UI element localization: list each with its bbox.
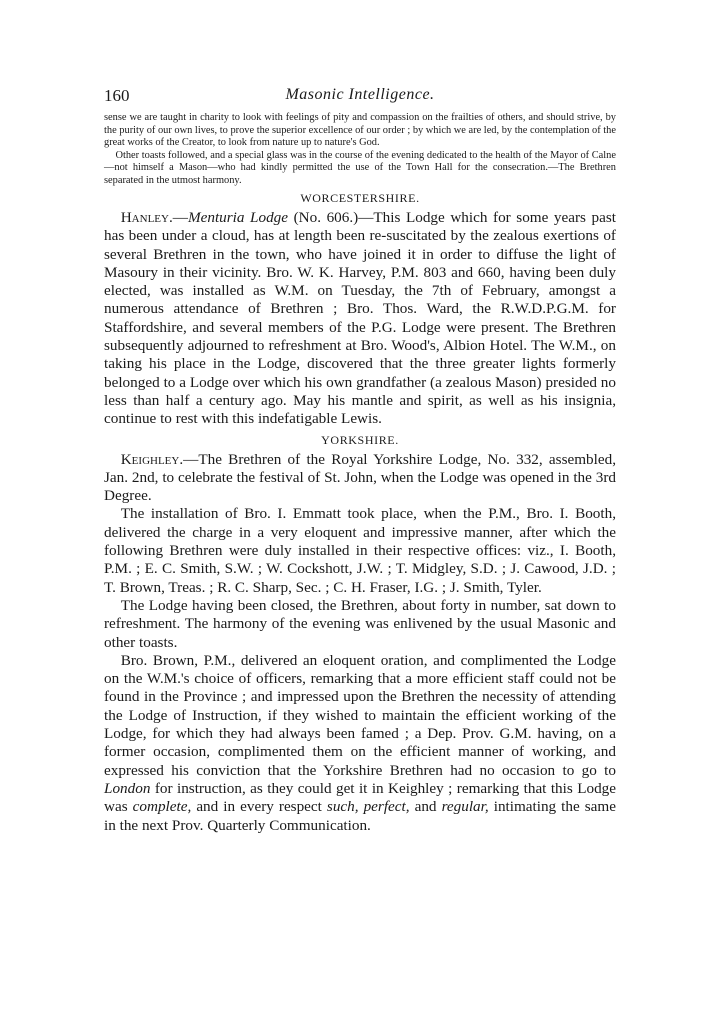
italic-regular: regular, [441, 798, 489, 816]
text-run: intimating the same in the next Prov. Quarterly Communication. [104, 798, 616, 834]
italic-london: London [104, 779, 151, 797]
running-title: Masonic Intelligence. [285, 86, 435, 103]
yorkshire-paragraph-4 [104, 652, 616, 835]
page [104, 86, 616, 835]
place-name-hanley: Hanley. [120, 209, 173, 226]
text-run: for instruction, as they could get it in Keighley ; remarking that this Lodge was [104, 779, 616, 816]
worcestershire-body: (No. 606.)—This Lodge which for some years past has been under a cloud, has at length been re-suscitated by the zealous exertions of several Brethren in the town, who have joined it in order to diffuse the light of Masoury in their vicinity. Bro. W. K. Harvey, P.M. 803 and 660, having been duly elected, was installed as W.M. on Tuesday, the 7th of February, amongst a numerous attendance of Brethren ; Bro. Thos. Ward, the R.W.D.P.G.M. for Staffordshire, and several members of the P.G. Lodge were present. The Brethren subsequently adjourned to refreshment at Bro. Wood's, Albion Hotel. The W.M., on taking his place in the Lodge, discovered that the three greater lights formerly belonged to a Lodge over which his own grandfather (a zealous Mason) presided no less than half a century ago. May his mantle and spirit, as well as his insignia, continue to rest with this indefatigable Lewis. [104, 209, 616, 428]
intro-paragraph-2: Other toasts followed, and a special glass was in the course of the evening dedicated to the health of the Mayor of Calne—not himself a Mason—who had kindly permitted the use of the Town Hall for the consecration.—The Brethren separated in the utmost harmony. [104, 149, 616, 186]
text-run: Bro. Brown, P.M., delivered an eloquent oration, and complimented the Lodge on the W.M.'s choice of officers, remarking that a more efficient staff could not be found in the Province ; and impressed upon the Brethren the necessity of attending the Lodge of Instruction, if they wished to maintain the efficient working of the Lodge, for which they had always been famed ; a Dep. Prov. G.M. having, on a former occasion, complimented them on the efficient manner of working, and expressed his conviction that the Yorkshire Brethren had no occasion to go to [104, 651, 616, 779]
text-run: and [409, 798, 442, 816]
yorkshire-p1-body: —The Brethren of the Royal Yorkshire Lodge, No. 332, assembled, Jan. 2nd, to celebrate the festival of St. John, when the Lodge was opened in the 3rd Degree. [104, 450, 616, 505]
place-name-keighley: Keighley. [120, 450, 184, 468]
page-number: 160 [104, 86, 130, 105]
lodge-name: Menturia Lodge [187, 209, 289, 226]
section-heading-yorkshire: YORKSHIRE. [321, 432, 399, 447]
yorkshire-paragraph-3: The Lodge having been closed, the Brethren, about forty in number, sat down to refreshment. The harmony of the evening was enlivened by the usual Masonic and other toasts. [104, 596, 616, 651]
dash: — [172, 209, 188, 226]
intro-section [104, 112, 616, 187]
yorkshire-section [104, 451, 616, 835]
worcestershire-section [104, 209, 616, 429]
page-header [104, 86, 616, 112]
yorkshire-paragraph-2: The installation of Bro. I. Emmatt took place, when the P.M., Bro. I. Booth, delivered the charge in a very eloquent and impressive manner, after which the following Brethren were duly installed in their respective offices: viz., I. Booth, P.M. ; E. C. Smith, S.W. ; W. Cockshott, J.W. ; T. Midgley, S.D. ; J. Cawood, J.D. ; T. Brown, Treas. ; R. C. Sharp, Sec. ; C. H. Fraser, I.G. ; J. Smith, Tyler. [104, 505, 616, 596]
italic-such-perfect: such, perfect, [326, 798, 410, 816]
italic-complete: complete, [132, 798, 192, 816]
yorkshire-paragraph-1 [104, 451, 616, 506]
intro-paragraph-1: sense we are taught in charity to look with feelings of pity and compassion on the frailties of others, and should strive, by the purity of our own lives, to prove the superior excellence of our order ; by which we are led, by the contemplation of the great works of the Creator, to look from nature up to nature's God. [104, 112, 616, 148]
text-run: and in every respect [191, 798, 327, 816]
worcestershire-paragraph [104, 209, 616, 429]
section-heading-worcestershire: WORCESTERSHIRE. [300, 191, 420, 205]
